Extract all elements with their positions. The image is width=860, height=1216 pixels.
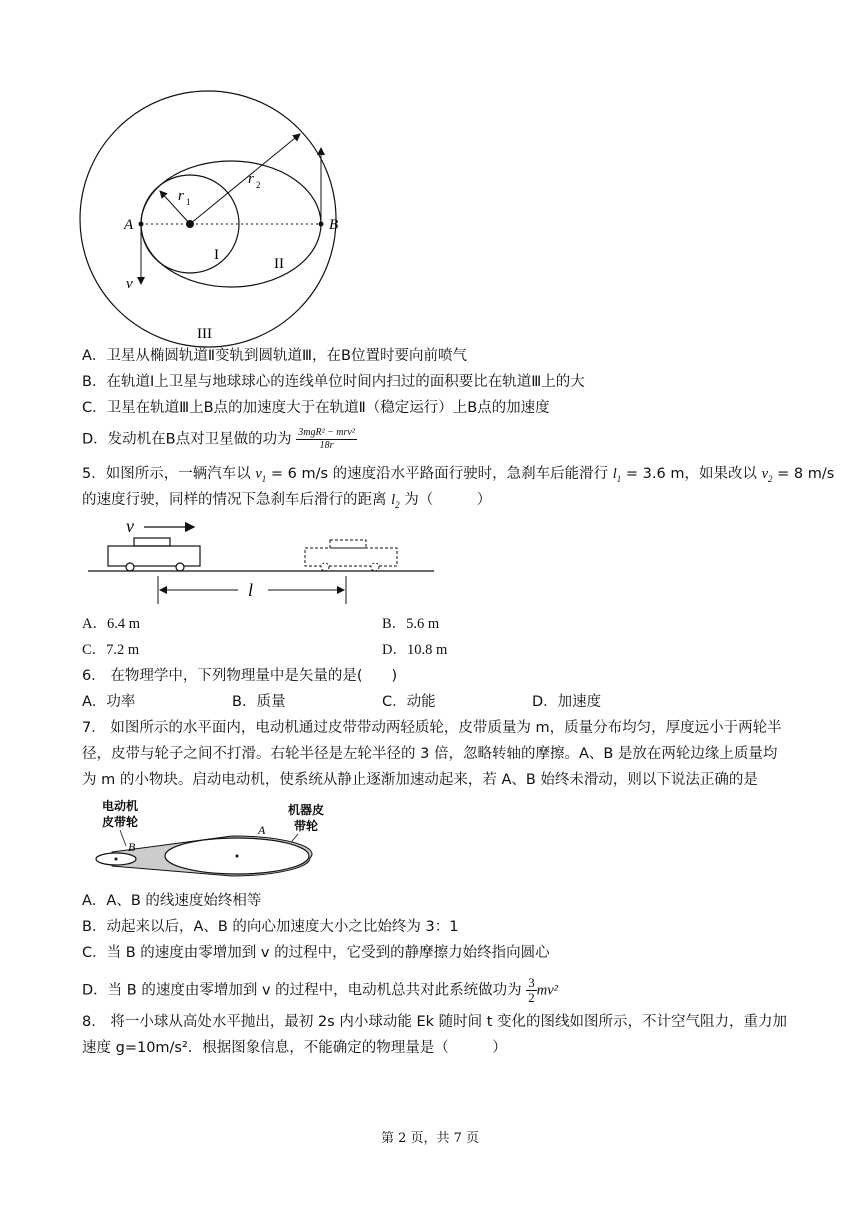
label-B: B xyxy=(329,217,339,233)
q7-stem-line1: 7． 如图所示的水平面内，电动机通过皮带带动两轻质轮，皮带质量为 m，质量分布均匀，厚度远小于两轮半 xyxy=(82,720,782,736)
belt-pulley-diagram xyxy=(82,796,342,880)
q7-option-a: A．A、B 的线速度始终相等 xyxy=(82,893,262,909)
car-ghost-wheel xyxy=(321,563,329,571)
q4-option-b: B．在轨道Ⅰ上卫星与地球球心的连线单位时间内扫过的面积要比在轨道Ⅲ上的大 xyxy=(82,374,585,390)
car-body xyxy=(108,546,200,566)
q7-option-d: D．当 B 的速度由零增加到 v 的过程中，电动机总共对此系统做功为 $\frac{3}{2}$ mv² xyxy=(82,975,559,1005)
label-r2-sub: 2 xyxy=(256,180,261,190)
q7-option-b: B．动起来以后，A、B 的向心加速度大小之比始终为 3：1 xyxy=(82,919,459,935)
car-cabin xyxy=(134,538,170,546)
q6-stem: 6． 在物理学中，下列物理量中是矢量的是( ) xyxy=(82,668,398,684)
fig-label-machine-1: 机器皮 xyxy=(288,803,325,817)
q4-option-a: A．卫星从椭圆轨道Ⅱ变轨到圆轨道Ⅲ，在B位置时要向前喷气 xyxy=(82,348,468,364)
car-v-label: v xyxy=(126,516,134,536)
q5-stem-line2: 的速度行驶，同样的情况下急刹车后滑行的距离 $l_2$ 为（ ） xyxy=(82,492,492,510)
label-v: v xyxy=(126,276,133,292)
car-ghost-cabin xyxy=(330,540,366,548)
label-A: A xyxy=(124,217,134,233)
orbit-diagram xyxy=(78,88,358,350)
q7-stem-line3: 为 m 的小物块。启动电动机，使系统从静止逐渐加速动起来，若 A、B 始终未滑动，则以下说法正确的是 xyxy=(82,772,758,788)
label-I: I xyxy=(214,247,219,263)
q5-stem-line1: 5．如图所示，一辆汽车以 $v_1 = 6$ m/s 的速度沿水平路面行驶时，急刹车后能滑行 $l_1 = 3.6$ m，如果改以 $v_2 = 8$ m/s xyxy=(82,466,835,484)
fig-label-machine-2: 带轮 xyxy=(294,819,319,833)
car-braking-diagram xyxy=(88,514,434,606)
fig-label-motor-1: 电动机 xyxy=(102,799,139,813)
q7-option-c: C．当 B 的速度由零增加到 v 的过程中，它受到的静摩擦力始终指向圆心 xyxy=(82,945,550,961)
fig-label-A: A xyxy=(258,823,266,837)
q7-stem-line2: 径，皮带与轮子之间不打滑。右轮半径是左轮半径的 3 倍，忽略转轴的摩擦。A、B 是放在两轮边缘上质量均 xyxy=(82,746,778,762)
label-r1: r xyxy=(178,188,184,204)
q6-option-b: B．质量 xyxy=(232,694,286,710)
car-wheel xyxy=(126,563,134,571)
q4-d-fraction: $\frac{\text{3mgR² − mrv²}}{18r}$ xyxy=(298,427,355,451)
distance-l-label: l xyxy=(248,580,254,600)
q5-option-d: D．10.8 m xyxy=(382,642,448,658)
label-r1-sub: 1 xyxy=(186,197,191,207)
orbit-III-circle xyxy=(80,91,339,347)
q6-option-a: A．功率 xyxy=(82,694,136,710)
q8-stem-line2: 速度 g=10m/s²．根据图象信息，不能确定的物理量是（ ） xyxy=(82,1040,507,1056)
car-ghost-body xyxy=(305,548,397,566)
r2-arrow xyxy=(190,134,300,224)
q6-option-d: D．加速度 xyxy=(532,694,602,710)
r1-arrow xyxy=(160,191,190,224)
fig-label-B: B xyxy=(128,840,136,854)
q5-option-b: B．5.6 m xyxy=(382,616,440,632)
car-ghost-wheel xyxy=(371,563,379,571)
page-footer: 第 2 页，共 7 页 xyxy=(380,1131,480,1146)
label-r2: r xyxy=(248,171,254,187)
q5-option-a: A．6.4 m xyxy=(82,616,140,632)
fig-label-motor-2: 皮带轮 xyxy=(102,815,139,829)
q8-stem-line1: 8． 将一小球从高处水平抛出，最初 2s 内小球动能 Ek 随时间 t 变化的图线如图所示，不计空气阻力，重力加 xyxy=(82,1014,788,1030)
q7-d-fraction: $\frac{3}{2}$ xyxy=(528,975,535,1005)
q4-option-d: D．发动机在B点对卫星做的功为 $\frac{\text{3mgR² − mrv²}}{18r}$ xyxy=(82,427,355,451)
q5-option-c: C．7.2 m xyxy=(82,642,140,658)
car-wheel xyxy=(176,563,184,571)
q4-option-c: C．卫星在轨道Ⅲ上B点的加速度大于在轨道Ⅱ（稳定运行）上B点的加速度 xyxy=(82,400,550,416)
label-II: II xyxy=(274,256,284,272)
label-III: III xyxy=(197,326,212,342)
q6-option-c: C．动能 xyxy=(382,694,436,710)
